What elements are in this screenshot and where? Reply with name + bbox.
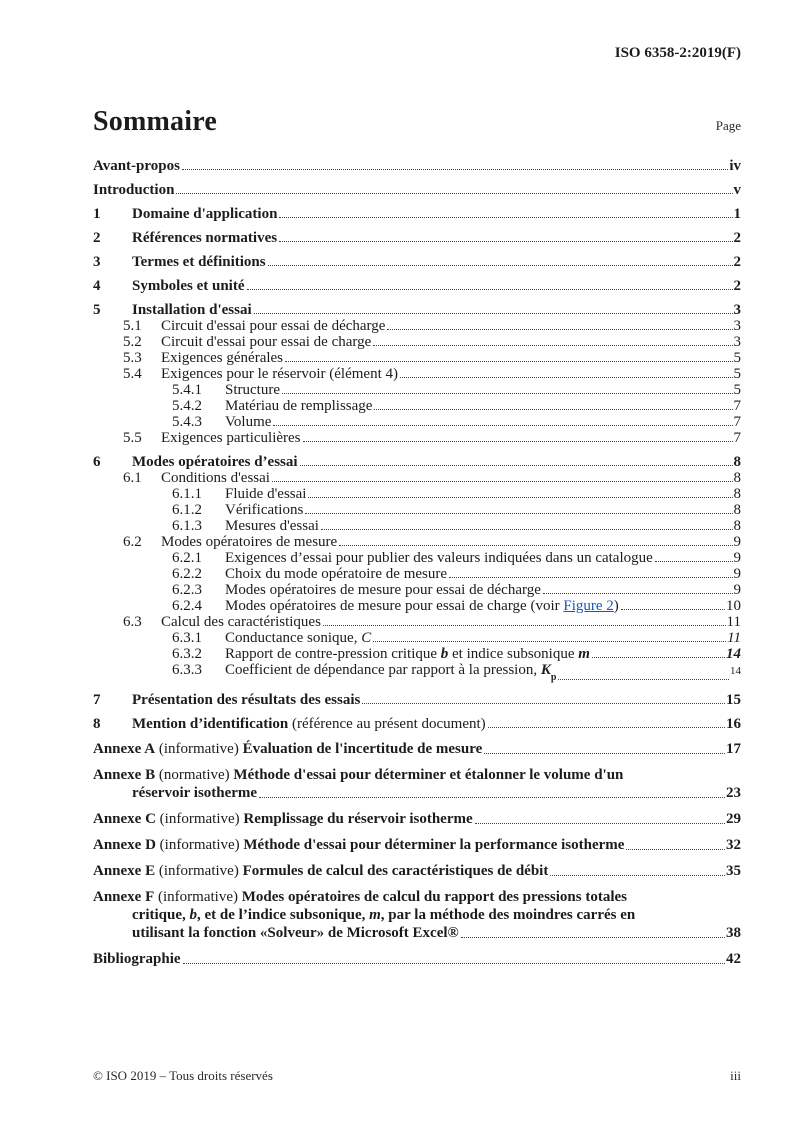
toc-page-num: 8 <box>733 518 741 534</box>
toc-entry-6-3-3[interactable]: 6.3.3 Coefficient de dépendance par rapport à la pression, $K_p$ 14 <box>172 662 741 683</box>
clause-number: 6.3.3 <box>172 662 202 678</box>
clause-number: 6.1 <box>123 470 142 486</box>
toc-page-num: 14 <box>726 646 741 662</box>
toc-page-num: v <box>733 182 741 198</box>
dot-leader <box>321 529 733 530</box>
toc-entry-5-4-1[interactable]: 5.4.1 Structure 5 <box>172 382 741 398</box>
dot-leader <box>300 465 733 466</box>
toc-page-num: 9 <box>733 566 741 582</box>
toc-title: Sommaire <box>93 106 217 137</box>
figure-2-link[interactable]: Figure 2 <box>563 598 614 614</box>
dot-leader <box>279 241 732 242</box>
toc-page-num: 8 <box>733 454 741 470</box>
toc-entry-5-4-2[interactable]: 5.4.2 Matériau de remplissage 7 <box>172 398 741 414</box>
clause-number: 5.4.3 <box>172 414 202 430</box>
dot-leader <box>182 169 728 170</box>
toc-entry-4[interactable]: 4 Symboles et unité 2 <box>93 278 741 294</box>
toc-entry-1[interactable]: 1 Domaine d'application 1 <box>93 206 741 222</box>
toc-page-num: 42 <box>726 951 741 967</box>
toc-entry-6-3[interactable]: 6.3 Calcul des caractéristiques 11 <box>123 614 741 630</box>
toc-entry-6-1[interactable]: 6.1 Conditions d'essai 8 <box>123 470 741 486</box>
clause-number: 4 <box>93 278 101 294</box>
dot-leader <box>254 313 733 314</box>
toc-entry-7[interactable]: 7 Présentation des résultats des essais 15 <box>93 692 741 708</box>
toc-page-num: iv <box>729 158 741 174</box>
toc-entry-5-2[interactable]: 5.2 Circuit d'essai pour essai de charge 3 <box>123 334 741 350</box>
toc-entry-6-1-3[interactable]: 6.1.3 Mesures d'essai 8 <box>172 518 741 534</box>
dot-leader <box>621 609 725 610</box>
dot-leader <box>449 577 732 578</box>
dot-leader <box>308 497 732 498</box>
toc-page-num: 11 <box>726 614 741 630</box>
toc-page-num: 5 <box>733 366 741 382</box>
toc-entry-6-3-1[interactable]: 6.3.1 Conductance sonique, C 11 <box>172 630 741 646</box>
toc-page-num: 7 <box>733 414 741 430</box>
toc-page-num: 3 <box>733 302 741 318</box>
clause-number: 1 <box>93 206 101 222</box>
clause-number: 2 <box>93 230 101 246</box>
clause-number: 8 <box>93 716 101 732</box>
toc-entry-5-4-3[interactable]: 5.4.3 Volume 7 <box>172 414 741 430</box>
dot-leader <box>550 875 725 876</box>
toc-page-num: 1 <box>733 206 741 222</box>
toc-entry-annexe-b[interactable]: Annexe B (normative) Méthode d'essai pour déterminer et étalonner le volume d'un réservoir isotherme 23 <box>93 767 741 801</box>
toc-page-num: 2 <box>733 254 741 270</box>
toc-page-num: 17 <box>726 741 741 757</box>
toc-entry-6-2-3[interactable]: 6.2.3 Modes opératoires de mesure pour essai de décharge 9 <box>172 582 741 598</box>
symbol-m: m <box>578 646 590 662</box>
toc-entry-introduction[interactable]: Introduction v <box>93 182 741 198</box>
clause-number: 6 <box>93 454 101 470</box>
dot-leader <box>273 425 732 426</box>
dot-leader <box>268 265 733 266</box>
dot-leader <box>387 329 732 330</box>
clause-number: 6.2.2 <box>172 566 202 582</box>
toc-entry-5-4[interactable]: 5.4 Exigences pour le réservoir (élément 4) 5 <box>123 366 741 382</box>
toc-entry-6-3-2[interactable]: 6.3.2 Rapport de contre-pression critique b et indice subsonique m 14 <box>172 646 741 662</box>
clause-number: 6.2.3 <box>172 582 202 598</box>
dot-leader <box>323 625 726 626</box>
toc-page-num: 7 <box>733 398 741 414</box>
toc-entry-5-3[interactable]: 5.3 Exigences générales 5 <box>123 350 741 366</box>
toc-page-num: 11 <box>727 630 741 646</box>
dot-leader <box>543 593 733 594</box>
toc-page-num: 5 <box>733 350 741 366</box>
dot-leader <box>373 641 726 642</box>
toc-entry-5[interactable]: 5 Installation d'essai 3 <box>93 302 741 318</box>
copyright-notice: © ISO 2019 – Tous droits réservés <box>93 1068 273 1083</box>
toc-page-num: 8 <box>733 502 741 518</box>
toc-page-num: 14 <box>730 665 741 677</box>
symbol-b: b <box>189 907 197 923</box>
dot-leader <box>626 849 725 850</box>
toc-entry-annexe-f[interactable]: Annexe F (informative) Modes opératoires de calcul du rapport des pressions totales critique, b, et de l’indice subsonique, m, par la méthode des moindres carrés en utilisant la fonction «Solveur» de Microsoft Excel® 38 <box>93 889 741 941</box>
clause-number: 6.3.2 <box>172 646 202 662</box>
toc-entry-avant-propos[interactable]: Avant-propos iv <box>93 158 741 174</box>
clause-number: 5.1 <box>123 318 142 334</box>
toc-page-num: 8 <box>733 486 741 502</box>
clause-number: 6.2 <box>123 534 142 550</box>
toc-page-num: 3 <box>733 334 741 350</box>
toc-page-num: 8 <box>733 470 741 486</box>
toc-entry-5-5[interactable]: 5.5 Exigences particulières 7 <box>123 430 741 446</box>
toc-entry-annexe-a[interactable]: Annexe A (informative) Évaluation de l'incertitude de mesure 17 <box>93 741 741 757</box>
dot-leader <box>461 937 725 938</box>
clause-number: 5.4 <box>123 366 142 382</box>
toc-entry-3[interactable]: 3 Termes et définitions 2 <box>93 254 741 270</box>
dot-leader <box>373 345 732 346</box>
page-column-label: Page <box>715 118 741 133</box>
clause-number: 6.1.1 <box>172 486 202 502</box>
dot-leader <box>183 963 725 964</box>
dot-leader <box>400 377 733 378</box>
toc-entry-6-1-1[interactable]: 6.1.1 Fluide d'essai 8 <box>172 486 741 502</box>
clause-number: 6.2.1 <box>172 550 202 566</box>
dot-leader <box>558 679 729 680</box>
clause-number: 6.2.4 <box>172 598 202 614</box>
symbol-Kp: K <box>540 662 551 678</box>
toc-page-num: 15 <box>726 692 741 708</box>
toc-page-num: 9 <box>733 534 741 550</box>
toc-entry-6-2[interactable]: 6.2 Modes opératoires de mesure 9 <box>123 534 741 550</box>
toc-page-num: 7 <box>733 430 741 446</box>
dot-leader <box>592 657 725 658</box>
dot-leader <box>247 289 733 290</box>
toc-entry-8[interactable]: 8 Mention d’identification (référence au présent document) 16 <box>93 716 741 732</box>
dot-leader <box>484 753 725 754</box>
dot-leader <box>272 481 733 482</box>
dot-leader <box>282 393 733 394</box>
clause-number: 6.3 <box>123 614 142 630</box>
toc-header <box>93 106 741 138</box>
dot-leader <box>259 797 725 798</box>
dot-leader <box>285 361 732 362</box>
dot-leader <box>305 513 732 514</box>
toc-entry-annexe-c[interactable]: Annexe C (informative) Remplissage du réservoir isotherme 29 <box>93 811 741 827</box>
symbol-C: C <box>361 630 372 646</box>
clause-number: 6.1.2 <box>172 502 202 518</box>
dot-leader <box>176 193 732 194</box>
clause-number: 5.2 <box>123 334 142 350</box>
dot-leader <box>303 441 733 442</box>
symbol-b: b <box>440 646 449 662</box>
clause-number: 5 <box>93 302 101 318</box>
toc-entry-bibliographie[interactable]: Bibliographie 42 <box>93 951 741 967</box>
clause-number: 5.5 <box>123 430 142 446</box>
toc-page-num: 10 <box>726 598 741 614</box>
toc-page-num: 35 <box>726 863 741 879</box>
toc-page-num: 3 <box>733 318 741 334</box>
toc-entry-5-1[interactable]: 5.1 Circuit d'essai pour essai de décharge 3 <box>123 318 741 334</box>
document-reference: ISO 6358-2:2019(F) <box>614 45 741 61</box>
toc-page-num: 23 <box>726 785 741 801</box>
symbol-Kp-subscript: p <box>550 672 557 683</box>
toc-page-num: 5 <box>733 382 741 398</box>
toc-page-num: 38 <box>726 925 741 941</box>
dot-leader <box>374 409 732 410</box>
clause-number: 7 <box>93 692 101 708</box>
toc-entry-2[interactable]: 2 Références normatives 2 <box>93 230 741 246</box>
dot-leader <box>279 217 732 218</box>
toc-page-num: 32 <box>726 837 741 853</box>
toc-entry-6-1-2[interactable]: 6.1.2 Vérifications 8 <box>172 502 741 518</box>
dot-leader <box>362 703 725 704</box>
dot-leader <box>488 727 725 728</box>
dot-leader <box>475 823 725 824</box>
clause-number: 6.1.3 <box>172 518 202 534</box>
table-of-contents <box>93 150 741 968</box>
clause-number: 3 <box>93 254 101 270</box>
toc-entry-6-2-1[interactable]: 6.2.1 Exigences d’essai pour publier des valeurs indiquées dans un catalogue 9 <box>172 550 741 566</box>
toc-page-num: 29 <box>726 811 741 827</box>
folio-page-number: iii <box>730 1068 741 1083</box>
clause-number: 5.4.1 <box>172 382 202 398</box>
toc-page-num: 16 <box>726 716 741 732</box>
toc-entry-annexe-e[interactable]: Annexe E (informative) Formules de calcul des caractéristiques de débit 35 <box>93 863 741 879</box>
toc-entry-annexe-d[interactable]: Annexe D (informative) Méthode d'essai pour déterminer la performance isotherme 32 <box>93 837 741 853</box>
toc-entry-6-2-4[interactable]: 6.2.4 Modes opératoires de mesure pour essai de charge (voir Figure 2) 10 <box>172 598 741 614</box>
toc-page-num: 2 <box>733 230 741 246</box>
dot-leader <box>339 545 732 546</box>
clause-number: 5.3 <box>123 350 142 366</box>
toc-page-num: 9 <box>733 582 741 598</box>
symbol-m: m <box>369 907 381 923</box>
clause-number: 5.4.2 <box>172 398 202 414</box>
clause-number: 6.3.1 <box>172 630 202 646</box>
page-footer <box>93 1068 741 1084</box>
toc-entry-6-2-2[interactable]: 6.2.2 Choix du mode opératoire de mesure 9 <box>172 566 741 582</box>
dot-leader <box>655 561 733 562</box>
toc-entry-6[interactable]: 6 Modes opératoires d’essai 8 <box>93 454 741 470</box>
toc-page-num: 2 <box>733 278 741 294</box>
toc-page-num: 9 <box>733 550 741 566</box>
